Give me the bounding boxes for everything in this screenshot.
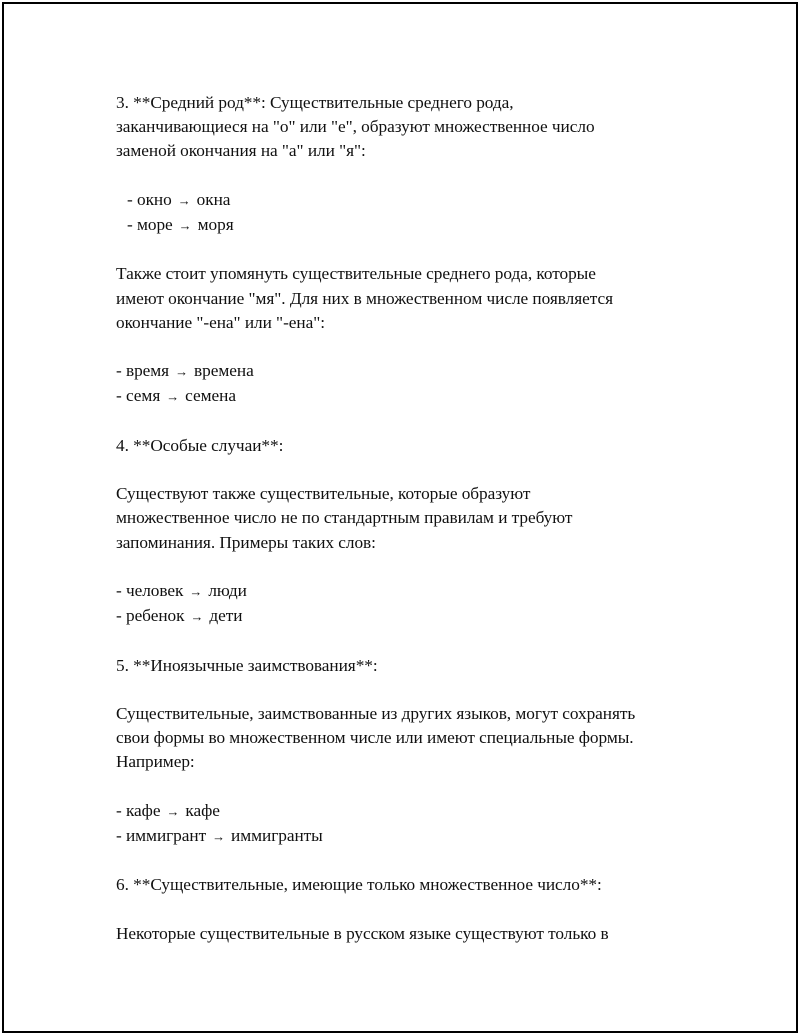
arrow-icon: →	[178, 218, 192, 233]
example-line	[116, 359, 716, 384]
example-from: - окно	[127, 189, 172, 209]
text-line: 5. **Иноязычные заимствования**:	[116, 655, 378, 675]
arrow-icon: →	[190, 609, 204, 625]
section-4-text	[116, 482, 716, 555]
example-from: - море	[127, 215, 173, 234]
text-line: 3. **Средний род**: Существительные среднего рода,	[116, 93, 514, 112]
text-line: Также стоит упомянуть существительные среднего рода, которые	[116, 264, 596, 284]
arrow-icon: →	[212, 828, 226, 844]
text-line: Существительные, заимствованные из других языков, могут сохранять	[116, 703, 636, 723]
text-line: Некоторые существительные в русском языке существуют только в	[116, 923, 609, 943]
arrow-icon: →	[166, 803, 180, 819]
text-line: имеют окончание "мя". Для них в множественном числе появляется	[116, 288, 613, 308]
section-5-text	[116, 702, 716, 775]
example-from: - человек	[116, 580, 184, 600]
text-line: свои формы во множественном числе или имеют специальные формы.	[116, 728, 634, 748]
example-line	[116, 824, 716, 849]
example-to: моря	[197, 215, 234, 234]
example-to: времена	[194, 361, 254, 381]
example-to: дети	[209, 606, 243, 626]
example-to: окна	[196, 189, 231, 209]
example-from: - семя	[116, 386, 161, 406]
section-3-heading	[116, 91, 716, 164]
example-from: - иммигрант	[116, 825, 207, 845]
example-line	[116, 799, 716, 824]
text-line: запоминания. Примеры таких слов:	[116, 532, 376, 552]
example-to: кафе	[185, 800, 220, 820]
example-line	[127, 188, 716, 213]
arrow-icon: →	[189, 583, 203, 599]
section-5-examples	[116, 799, 716, 849]
example-to: люди	[208, 580, 247, 600]
text-line: окончание "-ена" или "-ена":	[116, 312, 325, 332]
arrow-icon: →	[175, 364, 189, 380]
arrow-icon: →	[177, 192, 191, 208]
example-from: - время	[116, 361, 170, 381]
text-line: Например:	[116, 752, 195, 772]
section-5-heading	[116, 654, 716, 678]
example-line	[116, 384, 716, 409]
text-line: Существуют также существительные, которые образуют	[116, 484, 531, 504]
example-line	[116, 579, 716, 604]
section-6-heading	[116, 873, 716, 897]
example-from: - кафе	[116, 800, 161, 820]
section-3-note	[116, 262, 716, 335]
text-line: 4. **Особые случаи**:	[116, 435, 284, 455]
example-from: - ребенок	[116, 606, 185, 626]
document-body	[116, 91, 716, 946]
example-line	[116, 604, 716, 629]
section-6-text	[116, 922, 716, 946]
arrow-icon: →	[166, 389, 180, 405]
text-line: множественное число не по стандартным правилам и требуют	[116, 508, 573, 528]
example-to: иммигранты	[231, 825, 323, 845]
text-line: 6. **Существительные, имеющие только множественное число**:	[116, 875, 602, 895]
example-line	[127, 213, 716, 238]
text-line: заменой окончания на "а" или "я":	[116, 141, 366, 161]
section-3-examples	[116, 188, 716, 238]
section-4-examples	[116, 579, 716, 629]
section-3-note-examples	[116, 359, 716, 409]
example-to: семена	[185, 386, 236, 406]
text-line: заканчивающиеся на "о" или "е", образуют множественное число	[116, 117, 595, 137]
section-4-heading	[116, 434, 716, 458]
